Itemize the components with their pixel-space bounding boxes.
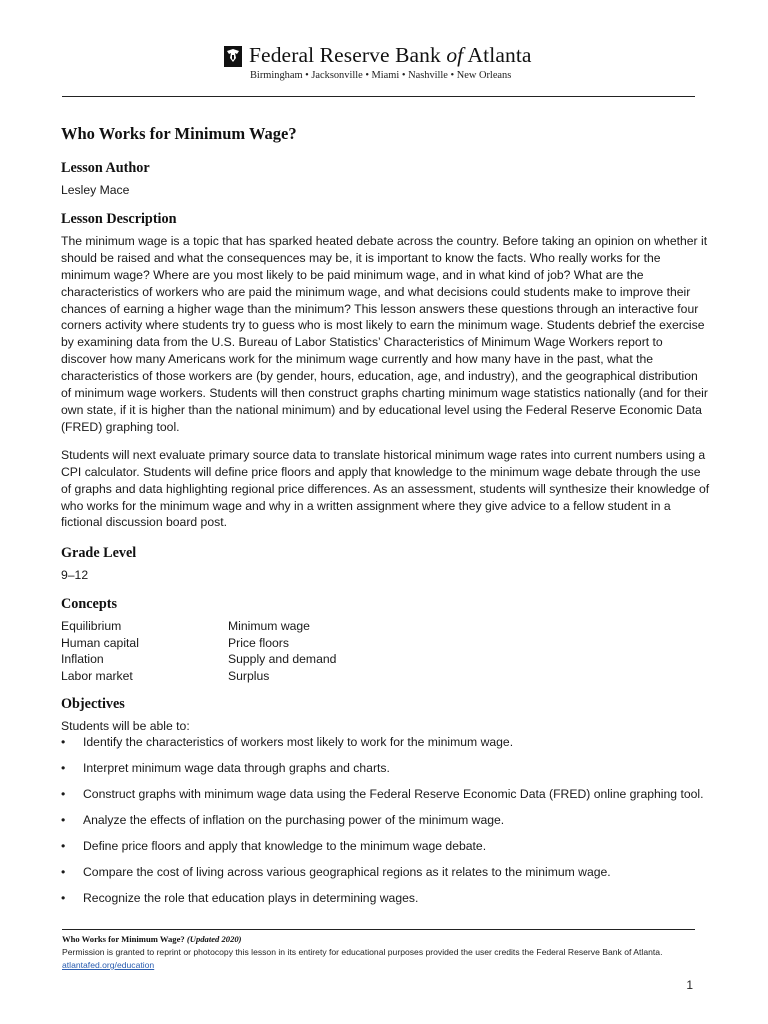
- objective-item: [61, 734, 711, 760]
- concept-item: Human capital: [61, 635, 139, 650]
- objective-text: Define price floors and apply that knowledge to the minimum wage debate.: [83, 838, 487, 853]
- grade-value: 9–12: [61, 568, 89, 583]
- bullet: •: [61, 760, 66, 775]
- page-title: Who Works for Minimum Wage?: [61, 124, 297, 143]
- footer-divider: [62, 929, 695, 930]
- objective-text: Identify the characteristics of workers most likely to work for the minimum wage.: [83, 734, 514, 749]
- footer-permission: Permission is granted to reprint or photocopy this lesson in its entirety for educational purposes provided the user credits the Federal Reserve Bank of Atlanta.: [62, 947, 663, 957]
- bank-name-start: Federal Reserve Bank: [249, 43, 447, 67]
- bullet: •: [61, 734, 66, 749]
- author-name: Lesley Mace: [61, 183, 130, 197]
- bullet: •: [61, 864, 66, 879]
- footer-title: [62, 934, 242, 944]
- bank-name-end: Atlanta: [463, 43, 532, 67]
- concept-item: Inflation: [61, 652, 104, 667]
- objective-text: Recognize the role that education plays in determining wages.: [83, 890, 419, 905]
- footer-updated: (Updated 2020): [186, 934, 242, 944]
- eagle-seal-icon: [224, 46, 242, 67]
- objectives-list: [61, 734, 711, 916]
- objective-text: Construct graphs with minimum wage data using the Federal Reserve Economic Data (FRED) online graphing tool.: [83, 786, 704, 801]
- objective-item: [61, 812, 711, 838]
- objective-item: [61, 786, 711, 812]
- concept-item: Equilibrium: [61, 619, 122, 634]
- bullet: •: [61, 786, 66, 801]
- concept-item: Labor market: [61, 669, 133, 683]
- bullet: •: [61, 890, 66, 905]
- bullet: •: [61, 812, 66, 827]
- lesson-content: [61, 124, 711, 916]
- concept-item: Price floors: [228, 635, 289, 650]
- objective-text: Interpret minimum wage data through graphs and charts.: [83, 760, 390, 775]
- education-link[interactable]: atlantafed.org/education: [62, 960, 155, 970]
- concepts-column-1: [61, 618, 228, 684]
- bank-name-of: of: [446, 43, 464, 67]
- concepts-heading: Concepts: [61, 596, 117, 613]
- objective-item: [61, 890, 711, 916]
- footer-lesson-title: Who Works for Minimum Wage?: [62, 934, 185, 944]
- author-heading: Lesson Author: [61, 160, 150, 176]
- frb-atlanta-logo: [224, 45, 544, 85]
- objective-item: [61, 864, 711, 890]
- objective-text: Compare the cost of living across various geographical regions as it relates to the minimum wage.: [83, 864, 611, 879]
- objectives-heading: Objectives: [61, 695, 125, 712]
- objectives-intro: Students will be able to:: [61, 718, 190, 733]
- bullet: •: [61, 838, 66, 853]
- concepts-list: [61, 618, 711, 684]
- objective-text: Analyze the effects of inflation on the purchasing power of the minimum wage.: [83, 812, 505, 827]
- bank-name: [249, 43, 532, 68]
- concept-item: Surplus: [228, 669, 270, 683]
- concept-item: Supply and demand: [228, 652, 337, 667]
- objective-item: [61, 760, 711, 786]
- grade-heading: Grade Level: [61, 545, 137, 562]
- description-heading: Lesson Description: [61, 210, 177, 227]
- description-paragraph-2: Students will next evaluate primary source data to translate historical minimum wage rates into current numbers using a CPI calculator. Students will define price floors and apply that knowledge to the minimum wage debate through the use of graphs and data highlighting regional price differences. As an assessment, students will synthesize their knowledge of who works for the minimum wage and why in a written assignment where they give advice to a fellow student in a fictional discussion board post.: [61, 447, 710, 530]
- concepts-column-2: [228, 618, 395, 684]
- concept-item: Minimum wage: [228, 619, 310, 634]
- objective-item: [61, 838, 711, 864]
- branch-cities: Birmingham • Jacksonville • Miami • Nashville • New Orleans: [250, 70, 512, 81]
- description-paragraph-1: The minimum wage is a topic that has sparked heated debate across the country. Before taking an opinion on whether it should be raised and what the consequences may be, it is important to know the facts. Who really works for the minimum wage? Where are you most likely to be paid minimum wage, and in what kind of job? What are the characteristics of workers who are paid the minimum wage, and what decisions could students make to improve their chances of earning a higher wage than the minimum? This lesson answers these questions through an interactive four corners activity where students try to guess who is most likely to earn the minimum wage. Students debrief the exercise by examining data from the U.S. Bureau of Labor Statistics’ Characteristics of Minimum Wage Workers report to discover how many Americans work for the minimum wage currently and how many have in the past, what the characteristics of those workers are (by gender, hours, education, age, and industry), and the geographical distribution of minimum wage workers. Students will then construct graphs charting minimum wage statistics nationally (and for their own state, if it is higher than the national minimum) and by educational level using the Federal Reserve Economic Data (FRED) graphing tool.: [61, 233, 708, 434]
- page-number: 1: [686, 978, 693, 992]
- header-divider: [62, 96, 695, 97]
